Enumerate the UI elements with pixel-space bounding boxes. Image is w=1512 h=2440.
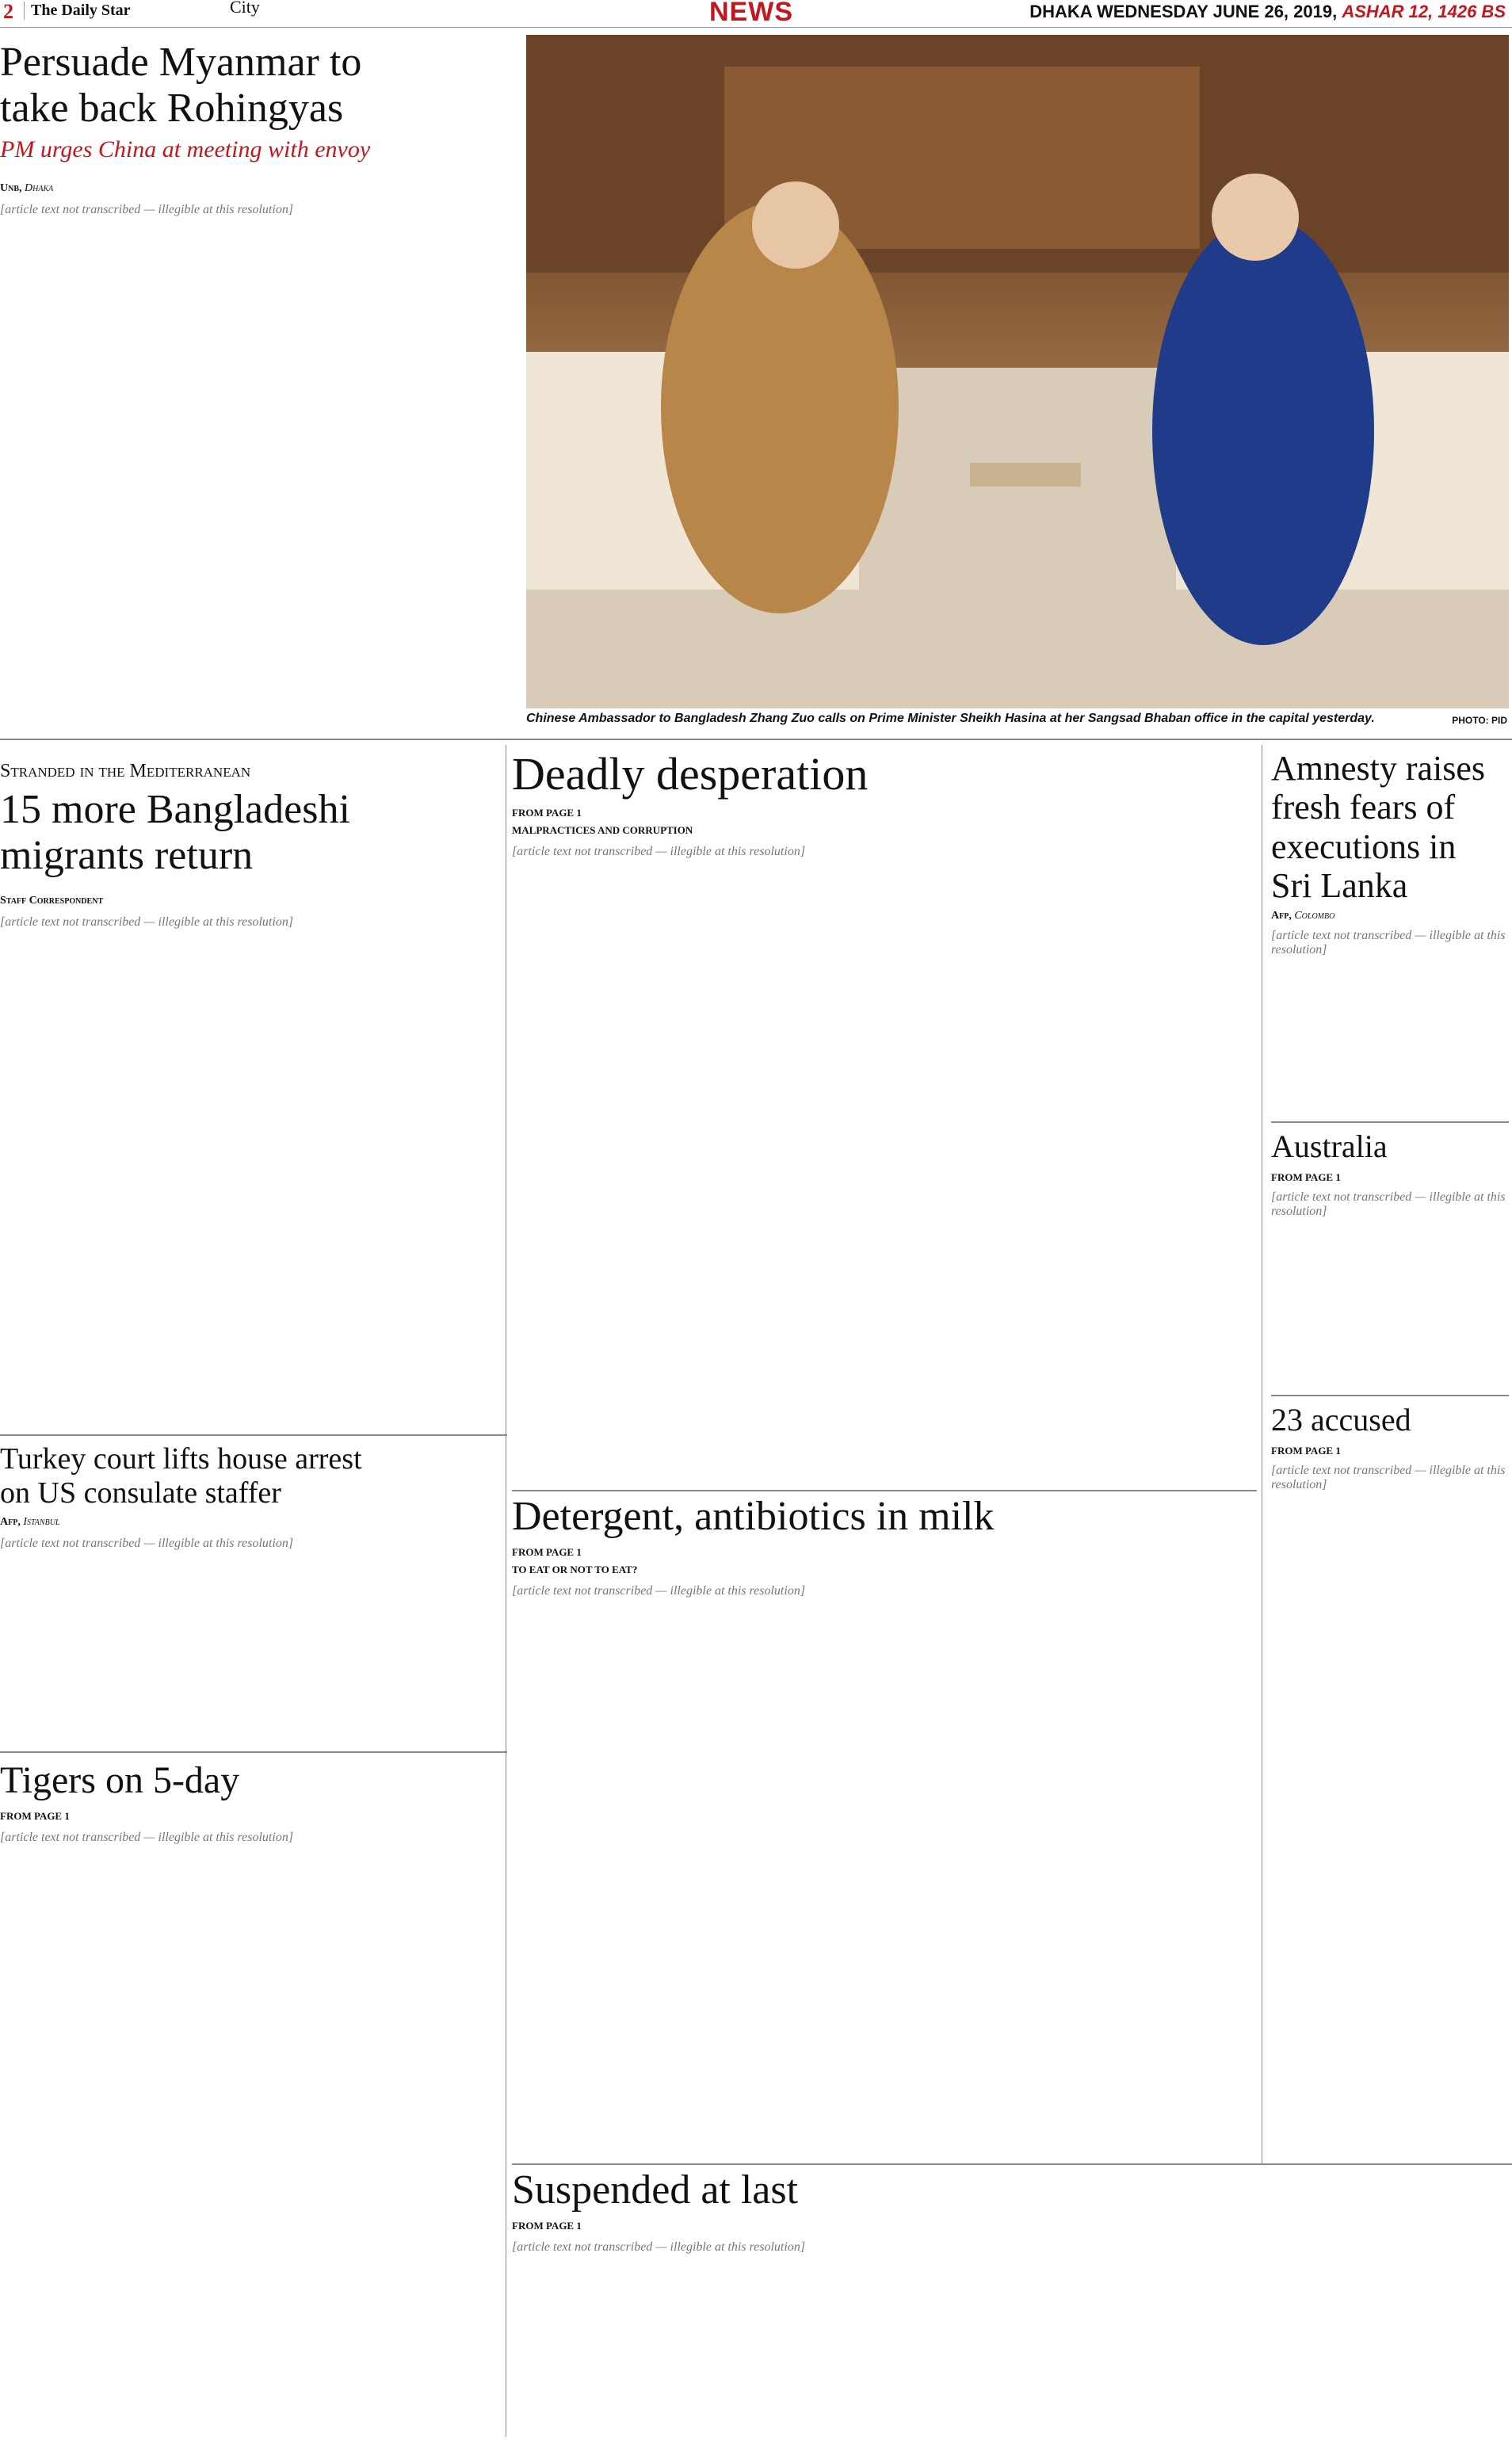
tigers-body-omitted: [article text not transcribed — illegible at this resolution]: [0, 1830, 294, 1844]
desperation-article: [512, 749, 1257, 859]
suspended-article: [512, 2167, 1512, 2255]
amnesty-body-omitted: [article text not transcribed — illegible at this resolution]: [1271, 929, 1506, 957]
suspended-headline: Suspended at last: [512, 2167, 799, 2213]
migrants-kicker: Stranded in the Mediterranean: [0, 761, 251, 781]
turkey-byline: Afp, Istanbul: [0, 1516, 60, 1529]
suspended-from: FROM PAGE 1: [512, 2220, 582, 2232]
migrants-byline: Staff Correspondent: [0, 895, 104, 907]
section-label-city: City: [230, 0, 260, 17]
paper-name: The Daily Star: [24, 2, 131, 20]
turkey-headline: Turkey court lifts house arrest on US consulate staffer: [0, 1442, 362, 1510]
australia-from: FROM PAGE 1: [1271, 1170, 1341, 1183]
migrants-headline: 15 more Bangladeshi migrants return: [0, 787, 350, 879]
amnesty-headline: Amnesty raises fresh fears of executions in Sri Lanka: [1271, 749, 1486, 905]
lead-subhead: PM urges China at meeting with envoy: [0, 136, 371, 163]
migrants-article: [0, 761, 507, 930]
amnesty-article: [1271, 749, 1509, 957]
meeting-photo-illustration: [526, 35, 1509, 708]
lead-headline: Persuade Myanmar to take back Rohingyas: [0, 40, 362, 132]
milk-body-omitted: [article text not transcribed — illegible at this resolution]: [512, 1584, 806, 1598]
milk-article: [512, 1494, 1257, 1598]
accused-article: [1271, 1403, 1509, 1492]
lead-article: [0, 40, 515, 217]
accused-from: FROM PAGE 1: [1271, 1444, 1341, 1457]
tigers-from: FROM PAGE 1: [0, 1809, 70, 1822]
australia-article: [1271, 1129, 1509, 1219]
photo-credit: PHOTO: PID: [1452, 715, 1507, 726]
milk-from: FROM PAGE 1: [512, 1546, 582, 1559]
photo-caption: Chinese Ambassador to Bangladesh Zhang Zuo calls on Prime Minister Sheikh Hasina at her Sangsad Bhaban office in the capital yesterday.: [526, 712, 1375, 725]
desperation-headline: Deadly desperation: [512, 748, 869, 800]
desperation-subhead: MALPRACTICES AND CORRUPTION: [512, 823, 693, 836]
story-rule: [0, 1751, 507, 1753]
australia-body-omitted: [article text not transcribed — illegible at this resolution]: [1271, 1189, 1506, 1218]
section-divider: [0, 739, 1512, 740]
section-title: NEWS: [709, 0, 793, 27]
migrants-body-omitted: [article text not transcribed — illegible at this resolution]: [0, 915, 294, 930]
desperation-from: FROM PAGE 1: [512, 806, 582, 819]
story-rule: [512, 2163, 1512, 2165]
page-number: 2: [3, 0, 13, 23]
turkey-article: [0, 1442, 507, 1551]
lead-body-omitted: [article text not transcribed — illegible at this resolution]: [0, 203, 294, 217]
accused-headline: 23 accused: [1271, 1402, 1411, 1438]
milk-headline: Detergent, antibiotics in milk: [512, 1494, 995, 1539]
dateline: DHAKA WEDNESDAY JUNE 26, 2019, ASHAR 12, 1426 BS: [1029, 2, 1506, 21]
news-photo: [526, 35, 1509, 708]
story-rule: [1271, 1121, 1509, 1123]
lead-byline: Unb, Dhaka: [0, 182, 54, 195]
accused-body-omitted: [article text not transcribed — illegible at this resolution]: [1271, 1463, 1506, 1491]
desperation-body-omitted: [article text not transcribed — illegible at this resolution]: [512, 844, 806, 858]
tigers-headline: Tigers on 5-day: [0, 1759, 240, 1801]
turkey-body-omitted: [article text not transcribed — illegible at this resolution]: [0, 1537, 294, 1551]
story-rule: [512, 1490, 1257, 1491]
story-rule: [1271, 1395, 1509, 1396]
tigers-article: [0, 1759, 507, 1845]
milk-subhead: TO EAT OR NOT TO EAT?: [512, 1564, 638, 1576]
story-rule: [0, 1434, 507, 1436]
australia-headline: Australia: [1271, 1128, 1388, 1164]
suspended-body-omitted: [article text not transcribed — illegible at this resolution]: [512, 2240, 806, 2255]
amnesty-byline: Afp, Colombo: [1271, 910, 1335, 922]
